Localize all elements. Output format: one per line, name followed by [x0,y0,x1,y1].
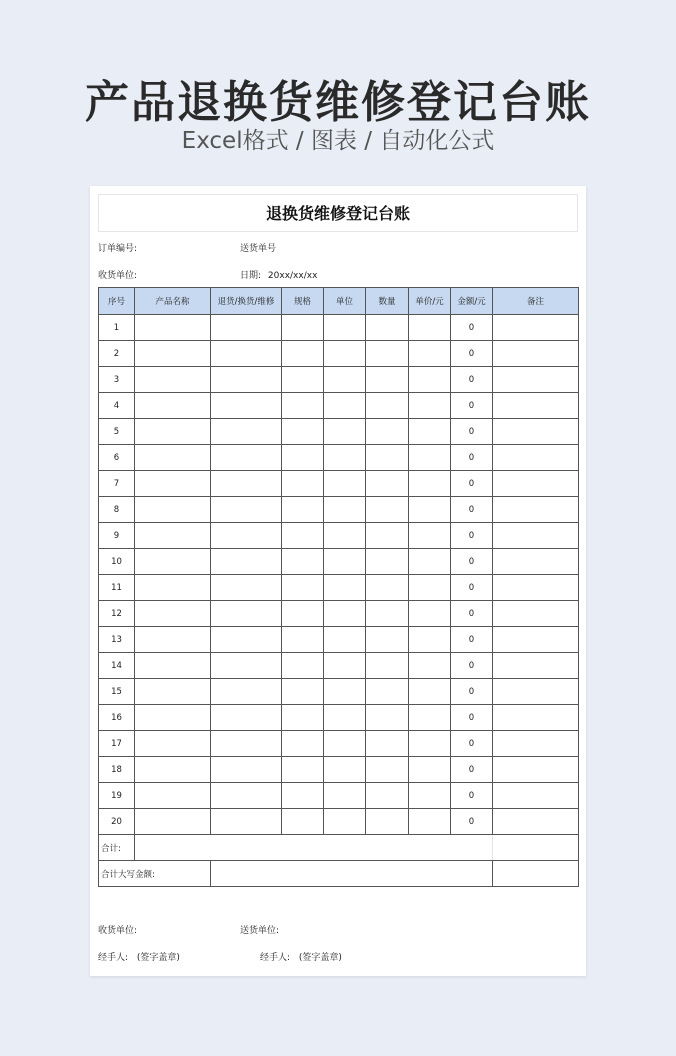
row-number-cell: 11 [99,575,135,601]
input-cell[interactable] [324,549,366,575]
header-cell: 数量 [366,288,409,315]
input-cell[interactable] [282,341,324,367]
input-cell[interactable] [282,445,324,471]
amount-cell: 0 [451,315,493,341]
input-cell[interactable] [366,575,409,601]
amount-cell: 0 [451,809,493,835]
footer-receiver-label: 收货单位: [98,926,138,936]
table-row [99,575,579,601]
handler-label: 经手人: [260,953,291,963]
input-cell[interactable] [493,601,579,627]
amount-cell: 0 [451,679,493,705]
input-cell[interactable] [324,653,366,679]
input-cell[interactable] [135,757,211,783]
row-number-cell: 19 [99,783,135,809]
total-upper-row [99,861,579,887]
table-row [99,315,579,341]
input-cell[interactable] [324,497,366,523]
header-cell: 规格 [282,288,324,315]
total-upper-remark-cell[interactable] [493,861,579,887]
input-cell[interactable] [366,757,409,783]
amount-cell: 0 [451,393,493,419]
input-cell[interactable] [366,367,409,393]
input-cell[interactable] [211,549,282,575]
amount-cell: 0 [451,783,493,809]
input-cell[interactable] [324,471,366,497]
input-cell[interactable] [135,731,211,757]
input-cell[interactable] [366,523,409,549]
input-cell[interactable] [324,393,366,419]
input-cell[interactable] [324,679,366,705]
row-number-cell: 14 [99,653,135,679]
hero-subtitle: Excel格式 / 图表 / 自动化公式 [181,128,495,154]
row-number-cell: 20 [99,809,135,835]
amount-cell: 0 [451,575,493,601]
input-cell[interactable] [493,653,579,679]
input-cell[interactable] [409,445,451,471]
input-cell[interactable] [409,731,451,757]
input-cell[interactable] [324,367,366,393]
input-cell[interactable] [282,419,324,445]
input-cell[interactable] [409,627,451,653]
input-cell[interactable] [135,601,211,627]
input-cell[interactable] [409,549,451,575]
header-cell: 单价/元 [409,288,451,315]
ledger-body [99,315,579,835]
input-cell[interactable] [282,549,324,575]
input-cell[interactable] [135,315,211,341]
total-row [99,835,579,861]
input-cell[interactable] [282,731,324,757]
header-cell: 序号 [99,288,135,315]
input-cell[interactable] [282,575,324,601]
input-cell[interactable] [324,315,366,341]
input-cell[interactable] [409,367,451,393]
input-cell[interactable] [211,731,282,757]
input-cell[interactable] [211,757,282,783]
input-cell[interactable] [324,601,366,627]
input-cell[interactable] [324,445,366,471]
table-row [99,341,579,367]
ledger-sheet [90,186,586,976]
input-cell[interactable] [135,575,211,601]
input-cell[interactable] [493,679,579,705]
row-number-cell: 12 [99,601,135,627]
input-cell[interactable] [493,315,579,341]
input-cell[interactable] [409,523,451,549]
input-cell[interactable] [135,419,211,445]
table-row [99,471,579,497]
handler-right [260,950,342,963]
input-cell[interactable] [135,549,211,575]
amount-cell: 0 [451,757,493,783]
input-cell[interactable] [135,653,211,679]
input-cell[interactable] [211,575,282,601]
table-row [99,731,579,757]
input-cell[interactable] [493,445,579,471]
amount-cell: 0 [451,731,493,757]
ledger-table [98,287,579,887]
input-cell[interactable] [324,705,366,731]
table-row [99,445,579,471]
input-cell[interactable] [282,653,324,679]
row-number-cell: 3 [99,367,135,393]
table-row [99,757,579,783]
input-cell[interactable] [493,393,579,419]
input-cell[interactable] [366,549,409,575]
row-number-cell: 5 [99,419,135,445]
input-cell[interactable] [324,783,366,809]
input-cell[interactable] [282,757,324,783]
input-cell[interactable] [211,419,282,445]
input-cell[interactable] [324,419,366,445]
row-number-cell: 8 [99,497,135,523]
table-row [99,393,579,419]
handler-label: 经手人: [98,953,129,963]
input-cell[interactable] [282,783,324,809]
input-cell[interactable] [135,523,211,549]
input-cell[interactable] [409,601,451,627]
table-row [99,549,579,575]
total-upper-label: 合计大写金额: [99,861,211,887]
row-number-cell: 7 [99,471,135,497]
input-cell[interactable] [409,653,451,679]
input-cell[interactable] [366,783,409,809]
input-cell[interactable] [366,601,409,627]
input-cell[interactable] [282,601,324,627]
table-row [99,653,579,679]
row-number-cell: 10 [99,549,135,575]
sign-hint: (签字盖章) [298,953,342,963]
amount-cell: 0 [451,497,493,523]
amount-cell: 0 [451,601,493,627]
input-cell[interactable] [493,419,579,445]
table-row [99,419,579,445]
table-row [99,497,579,523]
input-cell[interactable] [493,575,579,601]
table-row [99,705,579,731]
amount-cell: 0 [451,445,493,471]
amount-cell: 0 [451,367,493,393]
row-number-cell: 13 [99,627,135,653]
date-label: 日期: [240,271,262,281]
input-cell[interactable] [366,809,409,835]
input-cell[interactable] [324,341,366,367]
header-cell: 退货/换货/维修 [211,288,282,315]
input-cell[interactable] [282,367,324,393]
table-row [99,601,579,627]
input-cell[interactable] [282,523,324,549]
date-value: 20xx/xx/xx [267,271,318,281]
total-label: 合计: [99,835,135,861]
delivery-number-label: 送货单号 [240,244,277,254]
input-cell[interactable] [409,497,451,523]
input-cell[interactable] [211,315,282,341]
input-cell[interactable] [493,523,579,549]
input-cell[interactable] [409,809,451,835]
input-cell[interactable] [366,731,409,757]
input-cell[interactable] [135,341,211,367]
table-row [99,783,579,809]
input-cell[interactable] [366,705,409,731]
input-cell[interactable] [324,809,366,835]
receiver-unit-label: 收货单位: [98,271,138,281]
input-cell[interactable] [409,315,451,341]
input-cell[interactable] [211,497,282,523]
input-cell[interactable] [211,809,282,835]
input-cell[interactable] [211,601,282,627]
input-cell[interactable] [211,445,282,471]
row-number-cell: 16 [99,705,135,731]
input-cell[interactable] [135,627,211,653]
input-cell[interactable] [282,471,324,497]
input-cell[interactable] [324,731,366,757]
input-cell[interactable] [493,627,579,653]
input-cell[interactable] [493,809,579,835]
input-cell[interactable] [282,627,324,653]
document-title: 退换货维修登记台账 [98,194,578,232]
input-cell[interactable] [211,523,282,549]
input-cell[interactable] [135,367,211,393]
header-cell: 金额/元 [451,288,493,315]
input-cell[interactable] [282,497,324,523]
input-cell[interactable] [493,497,579,523]
row-number-cell: 2 [99,341,135,367]
input-cell[interactable] [135,497,211,523]
input-cell[interactable] [366,445,409,471]
amount-cell: 0 [451,471,493,497]
input-cell[interactable] [211,471,282,497]
input-cell[interactable] [324,575,366,601]
input-cell[interactable] [211,705,282,731]
input-cell[interactable] [211,783,282,809]
amount-cell: 0 [451,419,493,445]
row-number-cell: 15 [99,679,135,705]
input-cell[interactable] [135,679,211,705]
row-number-cell: 17 [99,731,135,757]
input-cell[interactable] [493,757,579,783]
input-cell[interactable] [366,471,409,497]
input-cell[interactable] [324,757,366,783]
header-cell: 产品名称 [135,288,211,315]
input-cell[interactable] [409,705,451,731]
input-cell[interactable] [366,393,409,419]
row-number-cell: 1 [99,315,135,341]
input-cell[interactable] [409,471,451,497]
amount-cell: 0 [451,549,493,575]
input-cell[interactable] [493,549,579,575]
input-cell[interactable] [135,809,211,835]
table-row [99,523,579,549]
input-cell[interactable] [282,705,324,731]
input-cell[interactable] [282,393,324,419]
footer-sender-label: 送货单位: [240,926,280,936]
table-header-row [99,288,579,315]
row-number-cell: 4 [99,393,135,419]
input-cell[interactable] [135,471,211,497]
table-row [99,367,579,393]
row-number-cell: 6 [99,445,135,471]
input-cell[interactable] [409,679,451,705]
input-cell[interactable] [493,367,579,393]
handler-left [98,950,180,963]
input-cell[interactable] [409,419,451,445]
input-cell[interactable] [493,471,579,497]
input-cell[interactable] [282,315,324,341]
table-row [99,627,579,653]
amount-cell: 0 [451,341,493,367]
input-cell[interactable] [493,705,579,731]
date-field [240,268,317,281]
input-cell[interactable] [135,445,211,471]
input-cell[interactable] [409,393,451,419]
input-cell[interactable] [324,627,366,653]
table-row [99,809,579,835]
input-cell[interactable] [135,705,211,731]
input-cell[interactable] [366,497,409,523]
row-number-cell: 18 [99,757,135,783]
total-remark-cell[interactable] [493,835,579,861]
hero-title: 产品退换货维修登记台账 [85,77,591,128]
input-cell[interactable] [366,419,409,445]
input-cell[interactable] [324,523,366,549]
input-cell[interactable] [211,367,282,393]
input-cell[interactable] [409,575,451,601]
input-cell[interactable] [366,627,409,653]
input-cell[interactable] [211,627,282,653]
total-upper-value-cell[interactable] [211,861,493,887]
input-cell[interactable] [366,679,409,705]
input-cell[interactable] [211,341,282,367]
input-cell[interactable] [366,653,409,679]
amount-cell: 0 [451,627,493,653]
amount-cell: 0 [451,653,493,679]
input-cell[interactable] [211,393,282,419]
order-number-label: 订单编号: [98,244,138,254]
row-number-cell: 9 [99,523,135,549]
input-cell[interactable] [493,783,579,809]
amount-cell: 0 [451,705,493,731]
input-cell[interactable] [366,341,409,367]
input-cell[interactable] [211,653,282,679]
total-value-cell[interactable] [135,835,493,861]
input-cell[interactable] [493,731,579,757]
input-cell[interactable] [282,679,324,705]
table-row [99,679,579,705]
input-cell[interactable] [493,341,579,367]
input-cell[interactable] [409,341,451,367]
input-cell[interactable] [366,315,409,341]
sign-hint: (签字盖章) [136,953,180,963]
input-cell[interactable] [409,757,451,783]
input-cell[interactable] [135,393,211,419]
input-cell[interactable] [409,783,451,809]
input-cell[interactable] [211,679,282,705]
header-cell: 单位 [324,288,366,315]
header-cell: 备注 [493,288,579,315]
amount-cell: 0 [451,523,493,549]
input-cell[interactable] [135,783,211,809]
input-cell[interactable] [282,809,324,835]
